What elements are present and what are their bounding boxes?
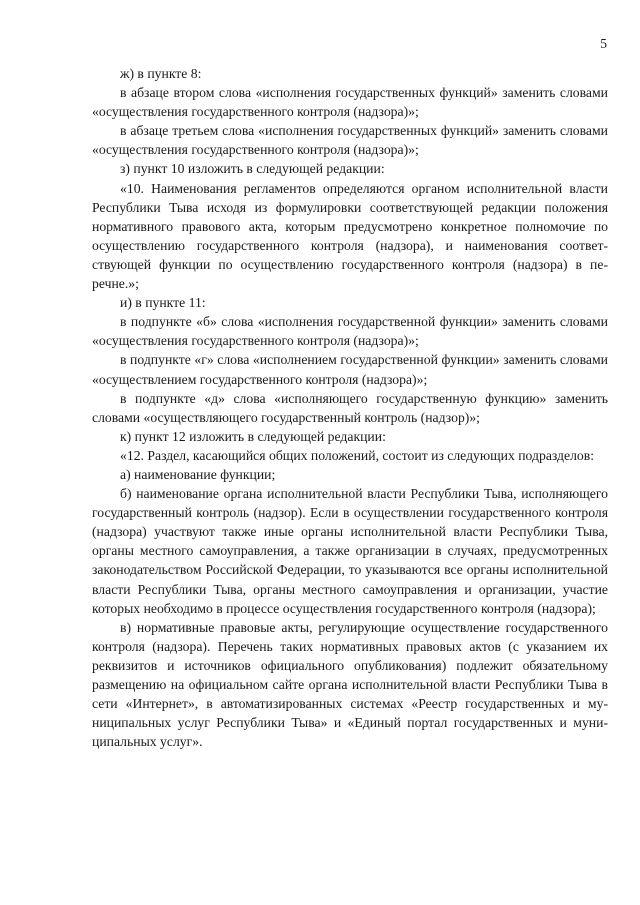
paragraph-item-z: з) пункт 10 изложить в следующей редакции: [120,161,385,177]
paragraph-item-i: и) в пункте 11: [120,295,206,311]
paragraph-abzac-second: в абзаце втором слова «исполнения государственных функций» заменить словами «осуществления государственного контроля (надзора)»; [92,85,608,120]
paragraph-item-k: к) пункт 12 изложить в следующей редакции: [120,428,386,444]
paragraph-subsection-a: а) наименование функции; [120,466,276,482]
paragraph-abzac-third: в абзаце третьем слова «исполнения государственных функций» заменить словами «осуществления государственного контроля (надзора)»; [92,123,608,158]
paragraph-point-12-text: «12. Раздел, касающийся общих положений, состоит из следующих подразделов: [120,447,595,463]
paragraph-subsection-v: в) нормативные правовые акты, регулирующие осуществление государственного контроля (надзора). Перечень таких нормативных правовых актов (с указанием их реквизитов и источников официального опубликования) подлежит обязательному размещению на официальном сайте органа исполнительной власти Республики Тыва в сети «Интернет», в автоматизированных системах «Реестр государственных и муниципальных услуг Республики Тыва» и «Единый портал государственных и муниципальных услуг». [92,619,608,750]
paragraph-point-10-text: «10. Наименования регламентов определяются органом исполнительной власти Республики Тыва исходя из формулировки соответствующей редакции положения нормативного правового акта, которым предусмотрено конкретное полномочие по осуществлению государственного контроля (надзора), и наименования соответствующей функции по осуществлению государственного контроля (надзора) в перечне.»; [92,180,608,292]
paragraph-subpoint-b: в подпункте «б» слова «исполнения государственной функции» заменить словами «осуществления государственного контроля (надзора)»; [92,314,608,349]
page-number: 5 [600,36,607,51]
paragraph-item-zh: ж) в пункте 8: [120,66,202,81]
document-body [92,64,608,751]
paragraph-subpoint-d: в подпункте «д» слова «исполняющего государственную функцию» заменить словами «осуществляющего государственный контроль (надзор)»; [92,390,608,425]
paragraph-subsection-b: б) наименование органа исполнительной власти Республики Тыва, исполняющего государственный контроль (надзор). Если в осуществлении государственного контроля (надзора) участвуют также иные органы исполнительной власти Республики Тыва, органы местного самоуправления, а также организации в случаях, предусмотренных законодательством Российской Федерации, то указываются все органы исполнительной власти Республики Тыва, органы местного самоуправления и организации, участие которых необходимо в процессе осуществления государственного контроля (надзора); [92,486,608,616]
paragraph-subpoint-g: в подпункте «г» слова «исполнением государственной функции» заменить словами «осуществлением государственного контроля (надзора)»; [92,352,608,387]
